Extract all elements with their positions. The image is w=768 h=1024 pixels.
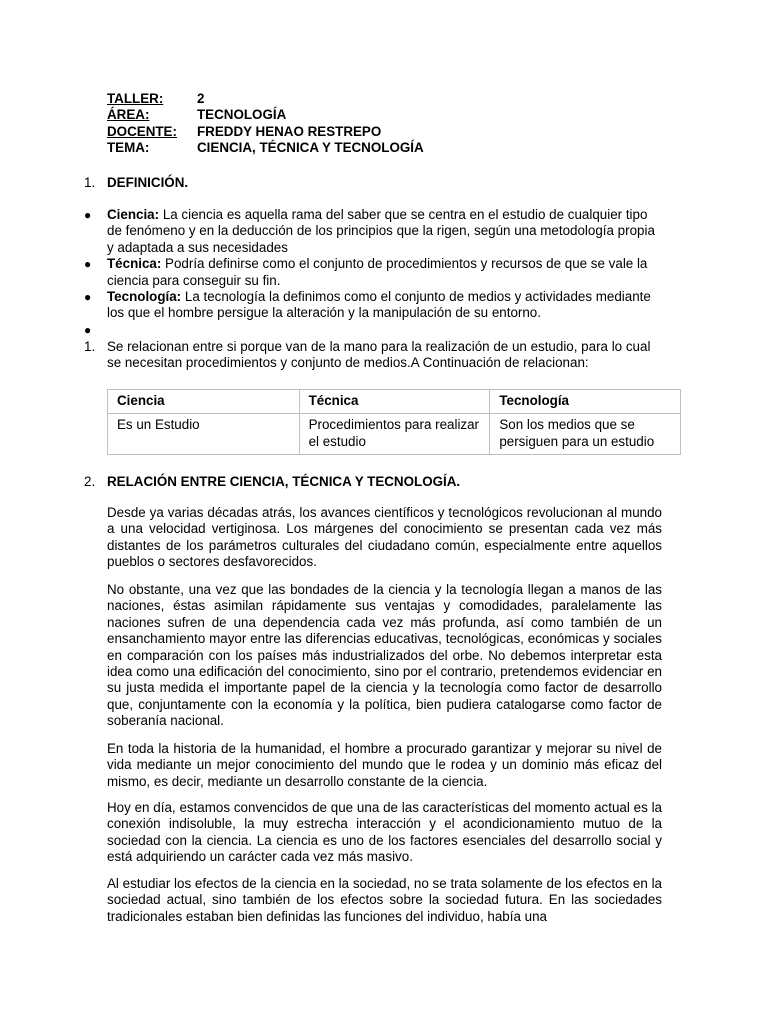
definition-term: Ciencia: xyxy=(107,207,160,222)
tema-value: CIENCIA, TÉCNICA Y TECNOLOGÍA xyxy=(197,140,424,156)
paragraph: No obstante, una vez que las bondades de la ciencia y la tecnología llegan a manos de las naciones, éstas asimilan rápidamente sus ventajas y comodidades, paralelamente las naciones sufren de una dependencia cada vez más profunda, así como también de un ensanchamiento mayor entre las diferencias educativas, tecnológicas, económicas y sociales en comparación con los países más industrializados del orbe. No debemos interpretar esta idea como una edificación del conocimiento, sino por el contrario, pretendemos evidenciar en su justa medida el importante papel de la ciencia y la tecnología como factor de desarrollo que, conjuntamente con la economía y la política, bien pudiera catalogarse como factor de soberanía nacional. xyxy=(107,582,662,729)
document-header xyxy=(107,91,424,157)
docente-value: FREDDY HENAO RESTREPO xyxy=(197,123,382,139)
list-item xyxy=(84,289,662,322)
table-row xyxy=(108,414,681,455)
table-header-cell: Tecnología xyxy=(490,390,681,414)
table-header-row xyxy=(108,390,681,414)
definition-term: Técnica: xyxy=(107,256,162,272)
tema-label: TEMA: xyxy=(107,140,150,156)
bullet-icon: ● xyxy=(84,208,92,222)
docente-label: DOCENTE: xyxy=(107,123,177,139)
definition-text: Podría definirse como el conjunto de procedimientos y recursos de que se vale la ciencia para conseguir su fin. xyxy=(107,256,648,288)
relation-text: Se relacionan entre si porque van de la mano para la realización de un estudio, para lo cual se necesitan procedimientos y conjunto de medios.A Continuación de relacionan: xyxy=(107,339,651,371)
header-row-docente xyxy=(107,124,424,140)
paragraph: Hoy en día, estamos convencidos de que una de las características del momento actual es la conexión indisoluble, la muy estrecha interacción y el acondicionamiento mutuo de la sociedad con la ciencia. La ciencia es uno de los factores esenciales del desarrollo social y está adquiriendo un carácter cada vez más masivo. xyxy=(107,800,662,865)
header-row-tema xyxy=(107,140,424,156)
bullet-icon: ● xyxy=(84,322,92,337)
table-cell: Procedimientos para realizar el estudio xyxy=(299,414,490,455)
area-label: ÁREA: xyxy=(107,107,150,123)
header-row-taller xyxy=(107,91,424,107)
paragraph: Al estudiar los efectos de la ciencia en la sociedad, no se trata solamente de los efectos en la sociedad actual, sino también de los efectos sobre la sociedad futura. En las sociedades tradicionales estaban bien definidas las funciones del individuo, había una xyxy=(107,876,662,924)
table-header-cell: Técnica xyxy=(299,390,490,414)
list-item xyxy=(84,207,662,256)
area-value: TECNOLOGÍA xyxy=(197,107,287,123)
paragraph: En toda la historia de la humanidad, el hombre a procurado garantizar y mejorar su nivel de vida mediante un mejor conocimiento del mundo que le rodea y un dominio más eficaz del mismo, es decir, mediante un desarrollo constante de la ciencia. xyxy=(107,741,662,789)
comparison-table xyxy=(107,389,681,455)
list-item xyxy=(84,256,662,289)
section-2-title: RELACIÓN ENTRE CIENCIA, TÉCNICA Y TECNOLOGÍA. xyxy=(107,474,461,489)
taller-label: TALLER: xyxy=(107,91,164,106)
relation-number: 1. xyxy=(84,339,96,354)
definition-list xyxy=(84,207,662,338)
table-cell: Es un Estudio xyxy=(108,414,300,455)
definition-term: Tecnología: xyxy=(107,289,182,305)
definition-text: La tecnología la definimos como el conjunto de medios y actividades mediante los que el hombre persigue la alteración y la manipulación de su entorno. xyxy=(107,289,651,321)
section-1-title: DEFINICIÓN. xyxy=(107,175,189,190)
table-cell: Son los medios que se persiguen para un estudio xyxy=(490,414,681,455)
taller-value: 2 xyxy=(197,91,205,106)
table-header-cell: Ciencia xyxy=(108,390,300,414)
header-row-area xyxy=(107,107,424,123)
section-1-number: 1. xyxy=(84,175,96,190)
definition-text: La ciencia es aquella rama del saber que se centra en el estudio de cualquier tipo de fenómeno y en la deducción de los principios que la rigen, según una metodología propia y adaptada a sus necesidades xyxy=(107,207,655,255)
section-2-number: 2. xyxy=(84,474,96,489)
list-item-empty xyxy=(84,322,662,338)
paragraph: Desde ya varias décadas atrás, los avances científicos y tecnológicos revolucionan al mundo a una velocidad vertiginosa. Los márgenes del conocimiento se presentan cada vez más distantes de los parámetros culturales del ciudadano común, especialmente entre aquellos pueblos o sectores desfavorecidos. xyxy=(107,505,662,570)
bullet-icon: ● xyxy=(84,257,92,272)
bullet-icon: ● xyxy=(84,290,92,305)
